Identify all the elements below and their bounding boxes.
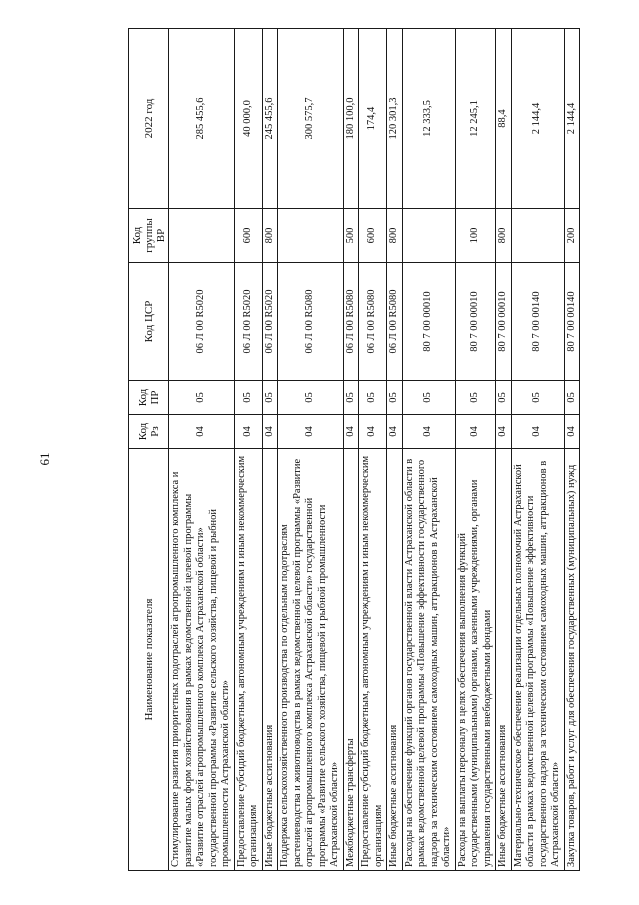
row-rz: 04 [359, 415, 387, 449]
row-vr: 800 [387, 209, 403, 263]
row-pr: 05 [234, 381, 262, 415]
table-row [262, 29, 278, 871]
table-row [455, 29, 496, 871]
row-csr: 06 Л 00 R5020 [234, 263, 262, 381]
row-csr: 06 Л 00 R5080 [359, 263, 387, 381]
row-vr [511, 209, 564, 263]
budget-table [128, 28, 580, 871]
row-vr: 600 [359, 209, 387, 263]
table-header [129, 29, 169, 871]
row-vr [169, 209, 235, 263]
row-rz: 04 [343, 415, 359, 449]
row-name: Стимулирование развития приоритетных подотраслей агропромышленного комплекса и развитие малых форм хозяйствования в рамках ведомственной целевой программы «Развитие отраслей агропромышленного комплекса Астраханской области» государственной программы «Развитие сельского хозяйства, пищевой и рыбной промышленности Астраханской области» [169, 449, 235, 871]
header-pr: Код ПР [129, 381, 169, 415]
row-pr: 05 [262, 381, 278, 415]
row-vr: 800 [262, 209, 278, 263]
row-name: Расходы на выплаты персоналу в целях обеспечения выполнения функций государственными (муниципальными) органами, казенными учреждениями, органами управления государственными внебюджетными фондами [455, 449, 496, 871]
row-name: Предоставление субсидий бюджетным, автономным учреждениям и иным некоммерческим организациям [359, 449, 387, 871]
table-row [511, 29, 564, 871]
row-amount: 174,4 [359, 29, 387, 209]
row-rz: 04 [278, 415, 344, 449]
row-amount: 120 301,3 [387, 29, 403, 209]
page-number: 61 [37, 452, 52, 466]
row-vr: 100 [455, 209, 496, 263]
row-pr: 05 [169, 381, 235, 415]
header-year: 2022 год [129, 29, 169, 209]
table-row [234, 29, 262, 871]
row-vr: 500 [343, 209, 359, 263]
row-vr [278, 209, 344, 263]
row-name: Материально-техническое обеспечение реализации отдельных полномочий Астраханской области в рамках ведомственной целевой программы «Повышение эффективности государственного надзора за техническим состоянием самоходных машин, аттракционов в Астраханской области» [511, 449, 564, 871]
row-name: Поддержка сельскохозяйственного производства по отдельным подотраслям растениеводства и животноводства в рамках ведомственной целевой программы «Развитие отраслей агропромышленного комплекса Астраханской области» государственной программы «Развитие сельского хозяйства, пищевой и рыбной промышленности Астраханской области» [278, 449, 344, 871]
row-pr: 05 [564, 381, 580, 415]
row-vr: 800 [496, 209, 512, 263]
header-name: Наименование показателя [129, 449, 169, 871]
row-rz: 04 [387, 415, 403, 449]
row-name: Межбюджетные трансферты [343, 449, 359, 871]
table-row [278, 29, 344, 871]
row-name: Иные бюджетные ассигнования [496, 449, 512, 871]
table-row [359, 29, 387, 871]
table-body [169, 29, 580, 871]
row-name: Расходы на обеспечение функций органов государственной власти Астраханской области в рамках ведомственной целевой программы «Повышение эффективности государственного надзора за техническим состоянием самоходных машин, аттракционов в Астраханской области» [402, 449, 455, 871]
header-csr: Код ЦСР [129, 263, 169, 381]
row-csr: 80 7 00 00010 [402, 263, 455, 381]
row-rz: 04 [402, 415, 455, 449]
row-csr: 06 Л 00 R5080 [278, 263, 344, 381]
row-name: Иные бюджетные ассигнования [262, 449, 278, 871]
row-name: Иные бюджетные ассигнования [387, 449, 403, 871]
row-amount: 2 144,4 [564, 29, 580, 209]
row-pr: 05 [359, 381, 387, 415]
header-vr: Код группы ВР [129, 209, 169, 263]
row-csr: 80 7 00 00010 [455, 263, 496, 381]
row-name: Закупка товаров, работ и услуг для обеспечения государственных (муниципальных) нужд [564, 449, 580, 871]
row-pr: 05 [496, 381, 512, 415]
row-vr: 600 [234, 209, 262, 263]
row-pr: 05 [343, 381, 359, 415]
row-csr: 80 7 00 00010 [496, 263, 512, 381]
row-pr: 05 [511, 381, 564, 415]
row-vr [402, 209, 455, 263]
row-rz: 04 [262, 415, 278, 449]
row-pr: 05 [402, 381, 455, 415]
row-amount: 88,4 [496, 29, 512, 209]
table-row [387, 29, 403, 871]
rotated-table-container [128, 29, 582, 871]
row-pr: 05 [387, 381, 403, 415]
row-csr: 06 Л 00 R5020 [169, 263, 235, 381]
row-pr: 05 [278, 381, 344, 415]
row-amount: 180 100,0 [343, 29, 359, 209]
table-row [169, 29, 235, 871]
row-amount: 40 000,0 [234, 29, 262, 209]
row-amount: 12 333,5 [402, 29, 455, 209]
row-amount: 285 455,6 [169, 29, 235, 209]
row-amount: 12 245,1 [455, 29, 496, 209]
row-csr: 06 Л 00 R5080 [387, 263, 403, 381]
row-name: Предоставление субсидий бюджетным, автономным учреждениям и иным некоммерческим организациям [234, 449, 262, 871]
row-csr: 06 Л 00 R5080 [343, 263, 359, 381]
row-rz: 04 [496, 415, 512, 449]
row-amount: 300 575,7 [278, 29, 344, 209]
row-rz: 04 [234, 415, 262, 449]
row-rz: 04 [564, 415, 580, 449]
table-row [564, 29, 580, 871]
row-csr: 80 7 00 00140 [511, 263, 564, 381]
row-csr: 06 Л 00 R5020 [262, 263, 278, 381]
row-rz: 04 [455, 415, 496, 449]
row-amount: 2 144,4 [511, 29, 564, 209]
header-rz: Код Рз [129, 415, 169, 449]
row-csr: 80 7 00 00140 [564, 263, 580, 381]
row-vr: 200 [564, 209, 580, 263]
row-rz: 04 [169, 415, 235, 449]
table-row [402, 29, 455, 871]
row-pr: 05 [455, 381, 496, 415]
row-amount: 245 455,6 [262, 29, 278, 209]
table-row [496, 29, 512, 871]
row-rz: 04 [511, 415, 564, 449]
table-row [343, 29, 359, 871]
